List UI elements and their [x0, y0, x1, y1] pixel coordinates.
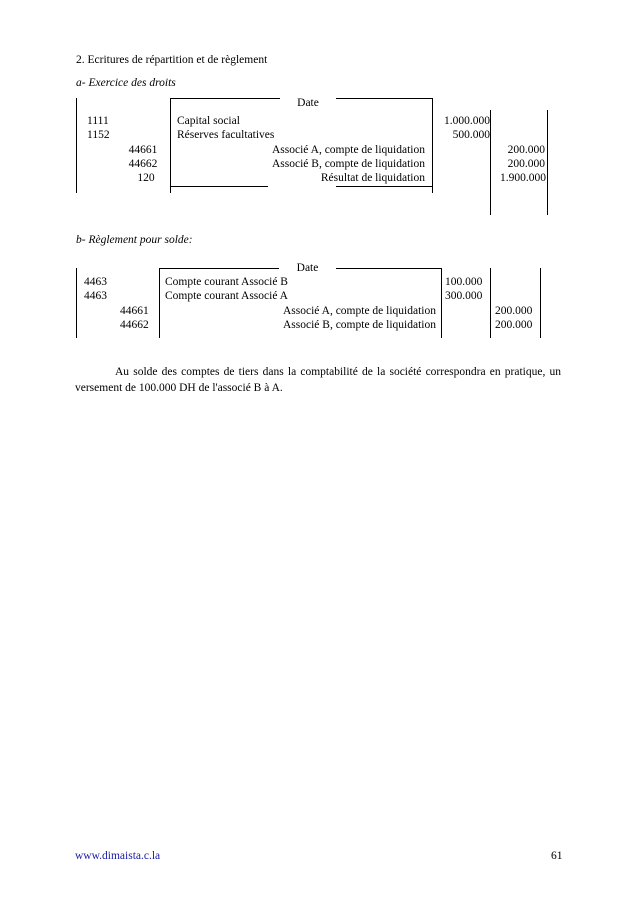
entry-label: Réserves facultatives	[177, 129, 275, 141]
credit-account: 44661	[120, 305, 149, 317]
entry-label: Compte courant Associé A	[165, 290, 288, 302]
bottom-rule-left	[170, 186, 268, 187]
rule-left	[76, 98, 77, 193]
footer-website-link[interactable]: www.dimaista.c.la	[75, 850, 161, 862]
debit-account: 1152	[87, 129, 110, 141]
entry-label: Associé A, compte de liquidation	[283, 305, 436, 317]
debit-amount: 300.000	[445, 290, 483, 302]
rule-acct	[170, 98, 171, 193]
date-label: Date	[297, 97, 319, 109]
page-number: 61	[551, 850, 563, 862]
credit-account: 44662	[128, 158, 158, 170]
date-rule-left	[170, 98, 280, 99]
rule-label	[441, 268, 442, 338]
debit-account: 4463	[84, 290, 107, 302]
date-rule-left	[159, 268, 279, 269]
rule-label	[432, 98, 433, 193]
credit-amount: 200.000	[495, 305, 533, 317]
entry-label: Associé B, compte de liquidation	[272, 158, 425, 170]
entry-label: Résultat de liquidation	[320, 172, 425, 184]
credit-account: 44662	[120, 319, 149, 331]
entry-label: Associé A, compte de liquidation	[272, 144, 425, 156]
entry-label: Associé B, compte de liquidation	[283, 319, 436, 331]
debit-amount: 100.000	[445, 276, 483, 288]
debit-amount: 1.000.000	[444, 115, 490, 127]
part-a-heading: a- Exercice des droits	[76, 77, 176, 89]
credit-amount: 200.000	[507, 144, 545, 156]
section-title: 2. Ecritures de répartition et de règlement	[76, 54, 268, 66]
entry-label: Compte courant Associé B	[165, 276, 288, 288]
entry-label: Capital social	[177, 115, 240, 127]
debit-account: 4463	[84, 276, 107, 288]
date-rule-right	[336, 98, 432, 99]
conclusion-paragraph: Au solde des comptes de tiers dans la comptabilité de la société correspondra en pratique, un versement de 100.000 DH de l'associé B à A.	[75, 366, 561, 394]
date-label: Date	[296, 262, 319, 274]
credit-account: 44661	[128, 144, 158, 156]
credit-amount: 200.000	[507, 158, 545, 170]
credit-amount: 200.000	[495, 319, 533, 331]
rule-acct	[159, 268, 160, 338]
credit-account: 120	[137, 172, 155, 184]
part-b-heading: b- Règlement pour solde:	[76, 234, 193, 246]
credit-amount: 1.900.000	[500, 172, 546, 184]
rule-credit	[540, 268, 541, 338]
rule-debit	[490, 268, 491, 338]
debit-account: 1111	[87, 115, 109, 127]
rule-left	[76, 268, 77, 338]
debit-amount: 500.000	[452, 129, 490, 141]
date-rule-right	[336, 268, 441, 269]
bottom-rule-right	[336, 186, 432, 187]
rule-credit	[547, 110, 548, 215]
